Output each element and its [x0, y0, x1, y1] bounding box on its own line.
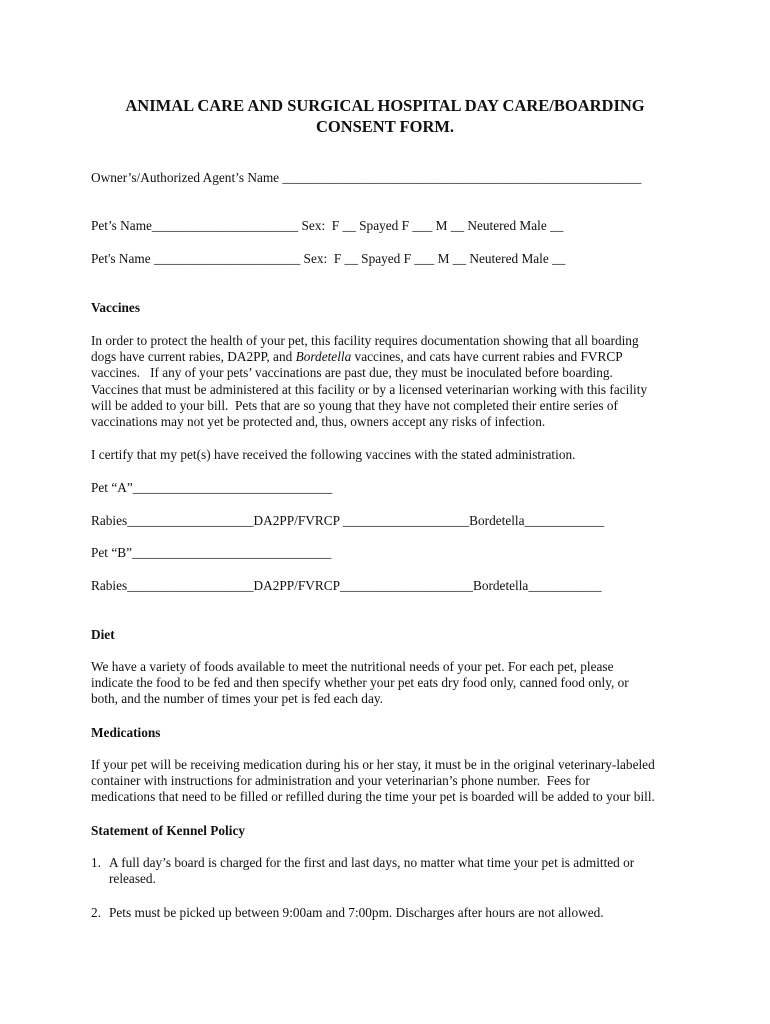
medications-text-line: medications that need to be filled or refilled during the time your pet is boarded will be added to your bill. [91, 789, 655, 805]
vaccines-text-line [91, 349, 691, 365]
pet-1-info-field[interactable]: Pet’s Name______________________ Sex: F __ Spayed F ___ M __ Neutered Male __ [91, 218, 564, 233]
vaccines-text-line: will be added to your bill. Pets that are so young that they have not completed their entire series of [91, 397, 618, 413]
pet-b-vaccines-field[interactable]: Rabies___________________DA2PP/FVRCP____________________Bordetella___________ [91, 578, 602, 593]
vaccines-paragraph [91, 333, 691, 430]
pet-a-vaccines-field[interactable]: Rabies___________________DA2PP/FVRCP ___________________Bordetella____________ [91, 513, 605, 528]
policy-text-line: Pets must be picked up between 9:00am and 7:00pm. Discharges after hours are not allowed. [109, 905, 604, 920]
medications-heading: Medications [91, 725, 161, 740]
policy-text-line: released. [109, 871, 156, 887]
vaccines-text-line: vaccines. If any of your pets’ vaccinations are past due, they must be inoculated before boarding. [91, 365, 613, 381]
owner-name-field[interactable]: Owner’s/Authorized Agent’s Name ______________________________________________________ [91, 170, 642, 185]
policy-list-item [91, 855, 691, 887]
vaccines-heading: Vaccines [91, 300, 140, 315]
policy-list-item [91, 905, 691, 921]
pet-a-name-field[interactable]: Pet “A”______________________________ [91, 480, 333, 495]
vaccines-text-segment: dogs have current rabies, DA2PP, and [91, 349, 296, 365]
diet-text-line: both, and the number of times your pet is fed each day. [91, 691, 383, 707]
pet-2-info-field[interactable]: Pet's Name ______________________ Sex: F __ Spayed F ___ M __ Neutered Male __ [91, 251, 566, 266]
form-title-line-2: CONSENT FORM. [315, 117, 455, 136]
diet-text-line: We have a variety of foods available to meet the nutritional needs of your pet. For each pet, please [91, 659, 614, 674]
certify-statement: I certify that my pet(s) have received the following vaccines with the stated administration. [91, 447, 576, 462]
policy-item-body [109, 905, 691, 921]
diet-paragraph [91, 659, 691, 708]
vaccines-text-line: In order to protect the health of your pet, this facility requires documentation showing that all boarding [91, 333, 639, 348]
pet-b-name-field[interactable]: Pet “B”______________________________ [91, 545, 332, 560]
bordetella-italic: Bordetella [295, 349, 352, 365]
form-title-line-1: ANIMAL CARE AND SURGICAL HOSPITAL DAY CARE/BOARDING [125, 96, 645, 115]
policy-text-line: A full day’s board is charged for the first and last days, no matter what time your pet is admitted or [109, 855, 635, 870]
vaccines-text-line: vaccinations may not yet be protected and, thus, owners accept any risks of infection. [91, 414, 546, 430]
vaccines-text-segment: vaccines, and cats have current rabies and FVRCP [351, 349, 623, 365]
diet-text-line: indicate the food to be fed and then specify whether your pet eats dry food only, canned food only, or [91, 675, 629, 691]
medications-text-line: container with instructions for administration and your veterinarian’s phone number. Fees for [91, 773, 590, 789]
vaccines-text-line: Vaccines that must be administered at this facility or by a licensed veterinarian working with this facility [91, 381, 648, 397]
list-number: 1. [91, 855, 101, 870]
medications-text-line: If your pet will be receiving medication during his or her stay, it must be in the original veterinary-labeled [91, 757, 655, 772]
list-number: 2. [91, 905, 101, 920]
form-title [0, 95, 770, 137]
medications-paragraph [91, 757, 691, 806]
policy-item-body [109, 855, 691, 887]
diet-heading: Diet [91, 627, 115, 642]
kennel-policy-heading: Statement of Kennel Policy [91, 823, 245, 838]
